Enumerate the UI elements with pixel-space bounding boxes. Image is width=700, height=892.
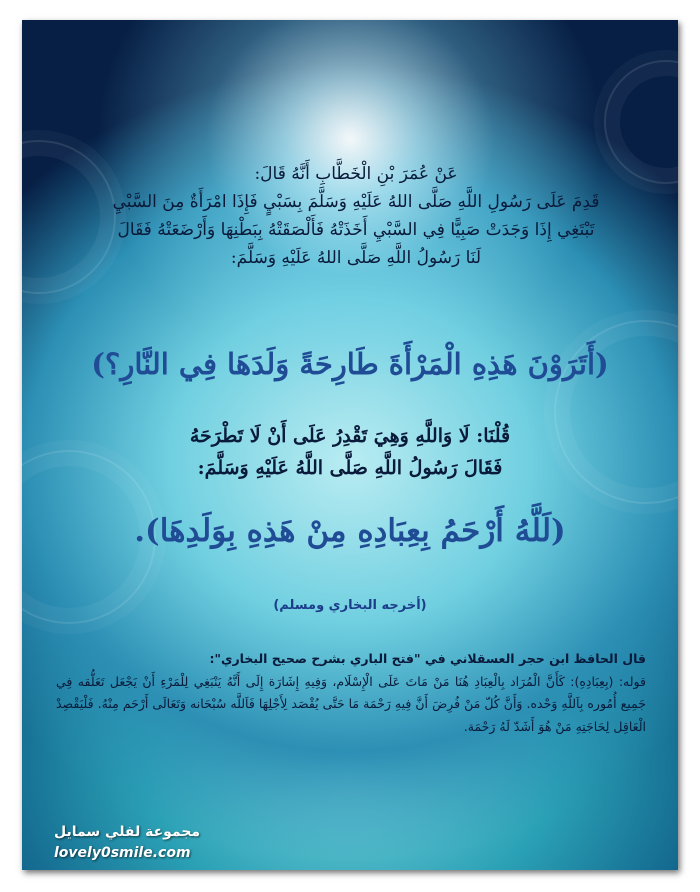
hadith-line: لَنَا رَسُولُ اللَّهِ صَلَّى اللهُ عَلَيْهِ وَسَلَّمَ: xyxy=(230,248,482,268)
brand-website: lovely0smile.com xyxy=(54,845,191,861)
commentary-body: قوله: (بِعِبَادِهِ): كَأَنَّ الْمُرَاد بِالْعِبَادِ هُنَا مَنْ مَاتَ عَلَى الْإِسْلَام، وَفِيهِ إِشَارَة إِلَى أَنَّهُ يَنْبَغِي لِلْمَرْءِ أَنْ يَجْعَل تَعَلُّقه فِي جَمِيع أُمُوره بِاَللَّهِ وَحْده. وَأَنَّ كُلّ مَنْ فُرِضَ أَنَّ فِيهِ رَحْمَة مَا حَتَّى يُقْصَد لِأَجْلِهَا فَاَللَّه سُبْحَانه وَتَعَالَى أَرْحَم مِنْهُ. فَلْيَقْصِدْ الْعَاقِل لِحَاجَتِهِ مَنْ هُوَ أَشَدّ لَهُ رَحْمَة. xyxy=(56,673,646,734)
commentary-heading: قال الحافظ ابن حجر العسقلاني في "فتح الباري بشرح صحيح البخاري": xyxy=(209,651,646,666)
hadith-then-said: فَقَالَ رَسُولُ اللَّهِ صَلَّى اللَّهُ عَلَيْهِ وَسَلَّمَ: xyxy=(197,457,503,479)
hadith-narrator: عَنْ عُمَرَ بْنِ الْخَطَّابِ أَنَّهُ قَالَ: xyxy=(254,164,458,184)
commentary xyxy=(56,648,646,738)
poster-frame xyxy=(22,20,678,870)
brand-arabic: مجموعة لفلي سمايل xyxy=(54,824,201,840)
hadith-source: (أخرجه البخاري ومسلم) xyxy=(273,598,427,613)
hadith-question: (أَتَرَوْنَ هَذِهِ الْمَرْأَةَ طَارِحَةً وَلَدَهَا فِي النَّارِ؟) xyxy=(91,347,609,381)
hadith-intro xyxy=(56,160,656,272)
hadith-line: تَبْتَغِي إِذَا وَجَدَتْ صَبِيًّا فِي السَّبْيِ أَخَذَتْهُ فَأَلْصَقَتْهُ بِبَطْنِهَا وَأَرْضَعَتْهُ فَقَالَ xyxy=(117,220,595,240)
hadith-answer: قُلْنَا: لَا وَاللَّهِ وَهِيَ تَقْدِرُ عَلَى أَنْ لَا تَطْرَحَهُ xyxy=(189,425,511,447)
hadith-line: قَدِمَ عَلَى رَسُولِ اللَّهِ صَلَّى اللهُ عَلَيْهِ وَسَلَّمَ بِسَبْيٍ فَإِذَا امْرَأَةٌ مِنَ السَّبْيِ xyxy=(112,192,600,212)
hadith-answer-block xyxy=(22,420,678,484)
hadith-statement: (لَلَّهُ أَرْحَمُ بِعِبَادِهِ مِنْ هَذِهِ بِوَلَدِهَا). xyxy=(134,513,566,549)
